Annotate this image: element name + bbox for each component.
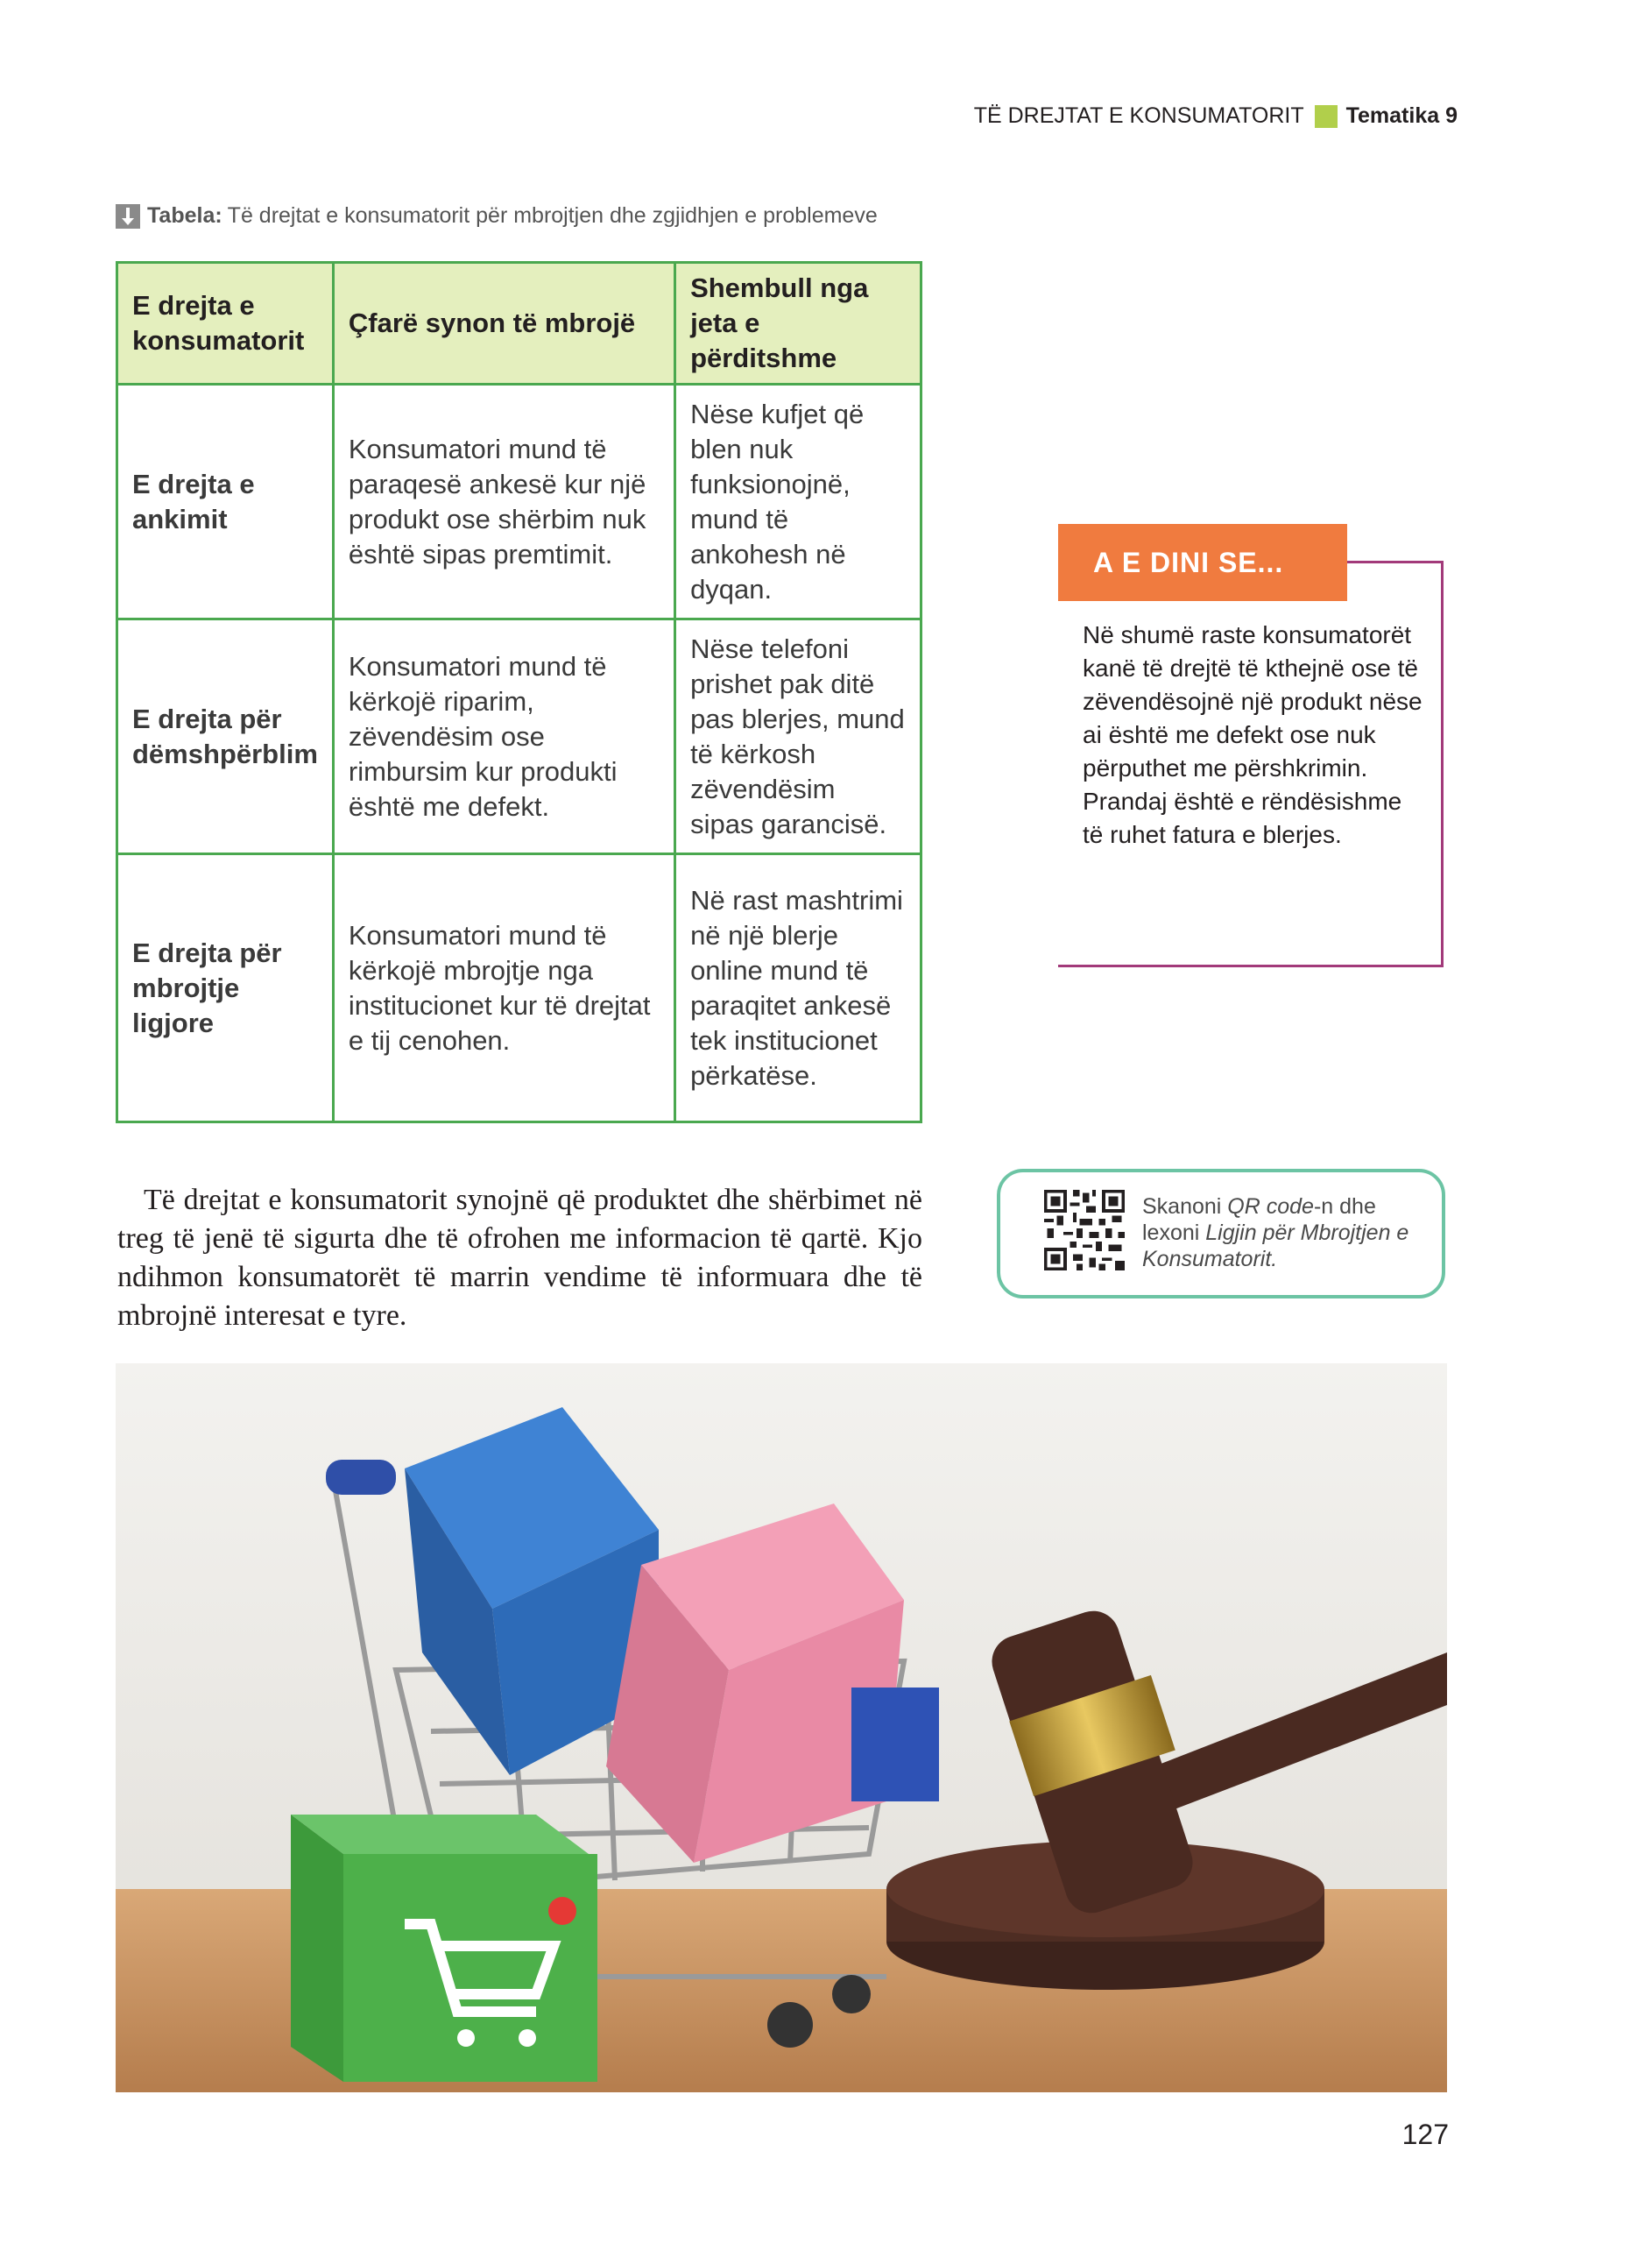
- table-row: [117, 385, 921, 619]
- running-header: [974, 103, 1458, 129]
- qr-instruction-text: [1142, 1193, 1423, 1272]
- table-cell: Konsumatori mund të kërkojë mbrojtje nga institucionet kur të drejtat e tij cenohen.: [333, 854, 674, 1122]
- table-row: [117, 619, 921, 854]
- table-cell: Nëse telefoni prishet pak ditë pas blerjes, mund të kërkosh zëvendësim sipas garancisë.: [675, 619, 921, 854]
- qr-text-part: Ligjin për Mbrojtjen e Konsumatorit.: [1142, 1221, 1409, 1271]
- body-paragraph: Të drejtat e konsumatorit synojnë që produktet dhe shërbimet në treg të jenë të sigurta dhe të ofrohen me informacion të qartë. Kjo ndihmon konsumatorët të marrin vendime të informuara dhe të mbrojnë interesat e tyre.: [117, 1184, 922, 1332]
- page-number: 127: [1401, 2119, 1449, 2150]
- did-you-know-title: A E DINI SE...: [1058, 524, 1347, 601]
- caption-text: Të drejtat e konsumatorit për mbrojtjen dhe zgjidhjen e problemeve: [227, 203, 878, 228]
- shopping-cart-gavel-photo: [116, 1363, 1447, 2092]
- table-cell: Konsumatori mund të paraqesë ankesë kur një produkt ose shërbim nuk është sipas premtimit.: [333, 385, 674, 619]
- table-cell: Nëse kufjet që blen nuk funksionojnë, mund të ankohesh në dyqan.: [675, 385, 921, 619]
- table-cell: E drejta për dëmshpërblim: [117, 619, 334, 854]
- qr-text-part: -n dhe lexoni: [1142, 1194, 1376, 1245]
- header-square-icon: [1315, 105, 1338, 128]
- table-row: [117, 854, 921, 1122]
- header-cell: E drejta e konsumatorit: [117, 263, 334, 385]
- arrow-down-icon: [116, 204, 140, 229]
- tematika-label: Tematika 9: [1345, 103, 1458, 128]
- table-header-row: [117, 263, 921, 385]
- did-you-know-top-line: [1347, 561, 1444, 563]
- consumer-rights-table: [116, 261, 922, 1123]
- table-cell: Në rast mashtrimi në një blerje online mund të paraqitet ankesë tek institucionet përkatëse.: [675, 854, 921, 1122]
- qr-text-part: QR code: [1227, 1194, 1314, 1219]
- header-cell: Çfarë synon të mbrojë: [333, 263, 674, 385]
- caption-label: Tabela:: [147, 203, 222, 228]
- did-you-know-text: Në shumë raste konsumatorët kanë të drejtë të kthejnë ose të zëvendësojnë një produkt nëse ai është me defekt ose nuk përputhet me përshkrimin. Prandaj është e rëndësishme të ruhet fatura e blerjes.: [1083, 621, 1423, 848]
- qr-code-icon[interactable]: [1044, 1190, 1125, 1270]
- table-cell: E drejta për mbrojtje ligjore: [117, 854, 334, 1122]
- table-cell: Konsumatori mund të kërkojë riparim, zëvendësim ose rimbursim kur produkti është me defekt.: [333, 619, 674, 854]
- table-caption: [116, 203, 878, 229]
- header-cell: Shembull nga jeta e përditshme: [675, 263, 921, 385]
- qr-text-part: Skanoni: [1142, 1194, 1228, 1219]
- table-cell: E drejta e ankimit: [117, 385, 334, 619]
- section-title: TË DREJTAT E KONSUMATORIT: [973, 103, 1304, 128]
